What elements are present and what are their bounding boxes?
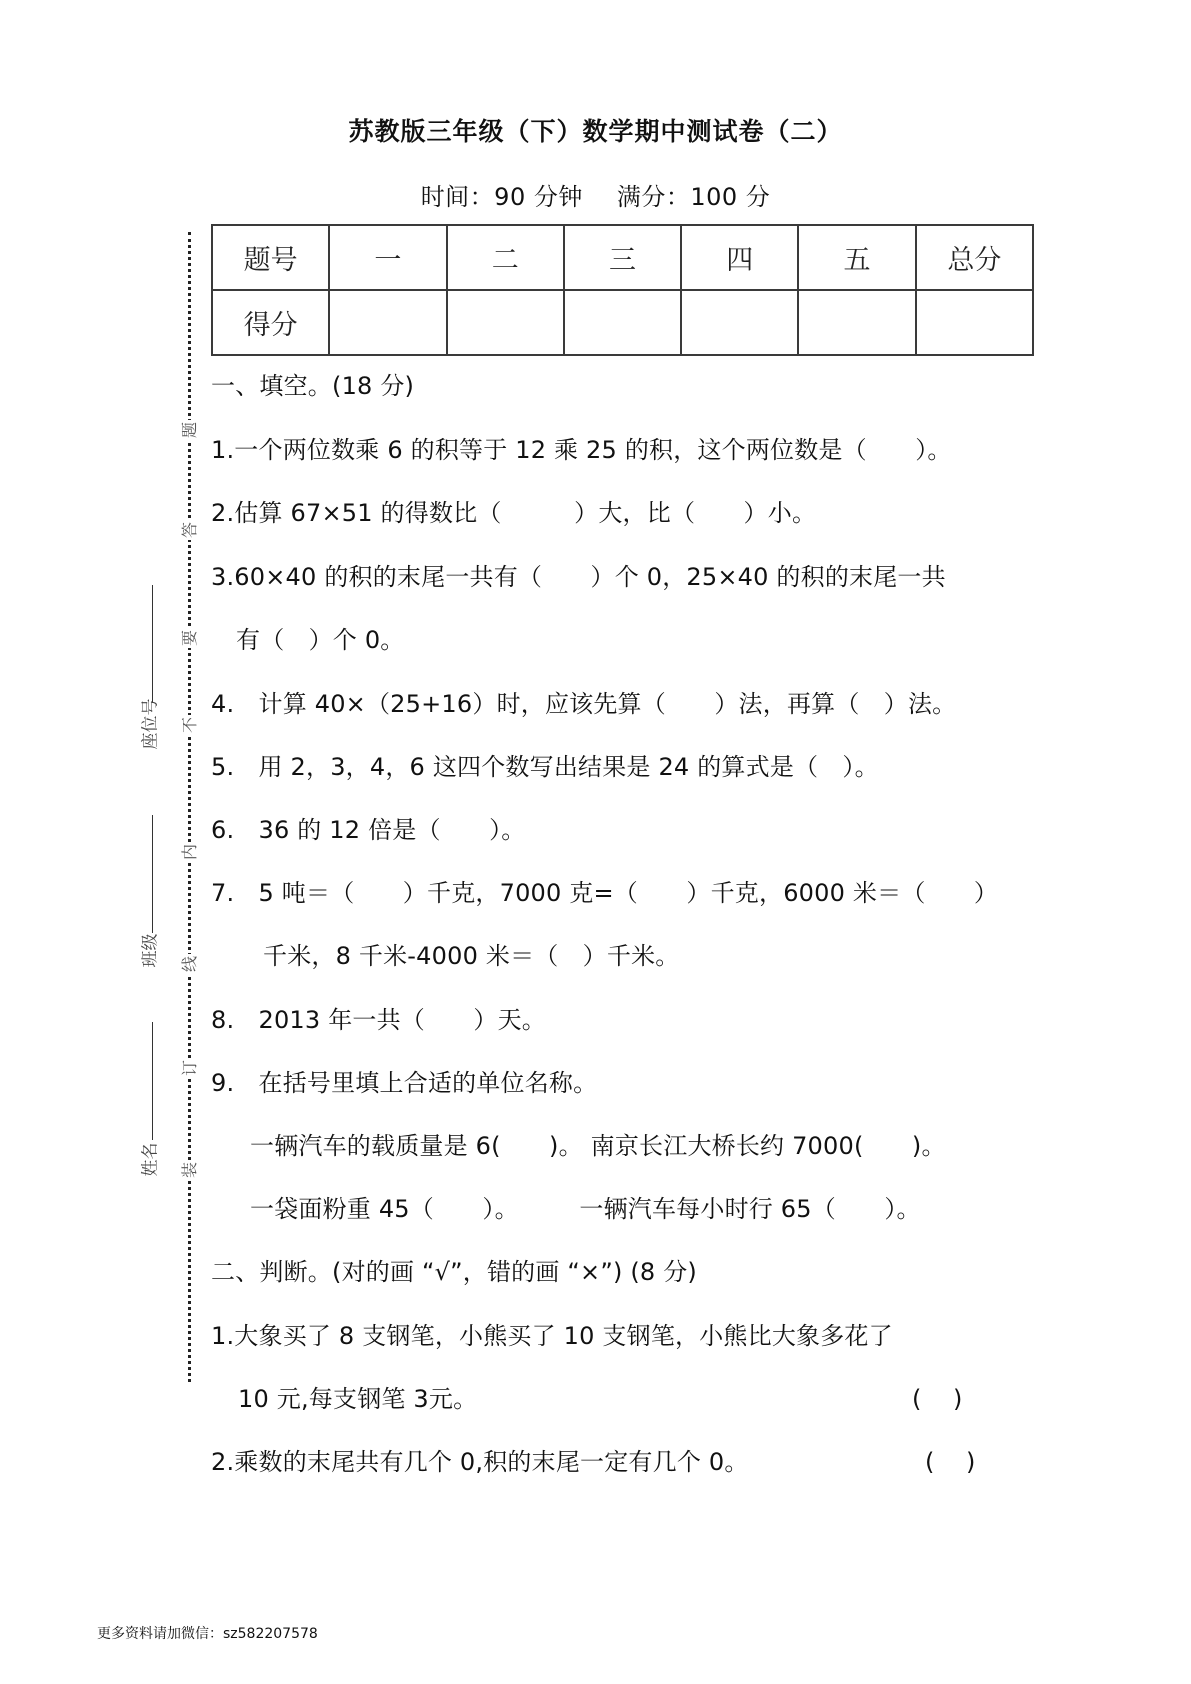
binding-char: 答 xyxy=(180,522,199,539)
question-line: 2.估算 67×51 的得数比（ ）大，比（ ）小。 xyxy=(211,499,817,527)
judge-answer-2[interactable]: ( ) xyxy=(925,1448,976,1476)
judge-question-2: 2.乘数的末尾共有几个 0,积的末尾一定有几个 0。 xyxy=(211,1448,749,1476)
score-table-score-row xyxy=(212,290,1033,355)
question-line: 6. 36 的 12 倍是（ ）。 xyxy=(211,816,526,844)
table-cell-label: 题号 xyxy=(212,225,329,290)
section-2-heading: 二、判断。(对的画 “√”，错的画 “×”) (8 分) xyxy=(211,1258,697,1286)
exam-info xyxy=(0,177,1191,212)
question-line: 一袋面粉重 45（ ）。 一辆汽车每小时行 65（ ）。 xyxy=(250,1195,921,1223)
score-table xyxy=(211,224,1034,356)
footer-contact-note: 更多资料请加微信：sz582207578 xyxy=(97,1626,318,1642)
table-cell-section-4: 四 xyxy=(681,225,798,290)
binding-char: 要 xyxy=(180,630,199,647)
score-table-header-row xyxy=(212,225,1033,290)
section-1-heading: 一、填空。(18 分) xyxy=(211,372,415,400)
binding-char: 题 xyxy=(180,422,199,439)
score-input-4[interactable] xyxy=(681,290,798,355)
binding-char: 内 xyxy=(180,844,199,861)
question-line: 4. 计算 40×（25+16）时，应该先算（ ）法，再算（ ）法。 xyxy=(211,690,957,718)
time-limit: 时间：90 分钟 xyxy=(420,183,583,211)
table-cell-section-2: 二 xyxy=(447,225,564,290)
question-line: 7. 5 吨＝（ ）千克，7000 克=（ ）千克，6000 米＝（ ） xyxy=(211,879,999,907)
question-line: 8. 2013 年一共（ ）天。 xyxy=(211,1006,547,1034)
score-input-2[interactable] xyxy=(447,290,564,355)
binding-dotted-line xyxy=(188,232,191,1382)
page-title: 苏教版三年级（下）数学期中测试卷（二） xyxy=(348,117,843,146)
class-label: 班级 xyxy=(140,933,161,968)
question-line: 3.60×40 的积的末尾一共有（ ）个 0，25×40 的积的末尾一共 xyxy=(211,563,946,591)
question-line: 千米，8 千米-4000 米＝（ ）千米。 xyxy=(263,942,680,970)
table-cell-section-1: 一 xyxy=(329,225,446,290)
question-line: 9. 在括号里填上合适的单位名称。 xyxy=(211,1069,598,1097)
question-line: 1.一个两位数乘 6 的积等于 12 乘 25 的积，这个两位数是（ ）。 xyxy=(211,436,952,464)
question-line: 有（ ）个 0。 xyxy=(236,626,405,654)
judge-question-1: 1.大象买了 8 支钢笔，小熊买了 10 支钢笔，小熊比大象多花了 xyxy=(211,1322,893,1350)
judge-answer-1[interactable]: ( ) xyxy=(912,1385,963,1413)
table-cell-total: 总分 xyxy=(916,225,1033,290)
binding-char: 不 xyxy=(180,717,199,734)
full-score: 满分：100 分 xyxy=(616,183,771,211)
table-cell-score-label: 得分 xyxy=(212,290,329,355)
seat-number-blank[interactable] xyxy=(152,585,153,703)
score-input-3[interactable] xyxy=(564,290,681,355)
judge-question-1-cont: 10 元,每支钢笔 3元。 xyxy=(238,1385,478,1413)
class-blank[interactable] xyxy=(152,815,153,933)
seat-number-label: 座位号 xyxy=(140,698,161,750)
binding-char: 线 xyxy=(180,956,199,973)
question-line: 5. 用 2，3，4，6 这四个数写出结果是 24 的算式是（ ）。 xyxy=(211,753,879,781)
name-label: 姓名 xyxy=(140,1142,161,1177)
name-blank[interactable] xyxy=(152,1022,153,1140)
table-cell-section-3: 三 xyxy=(564,225,681,290)
score-input-1[interactable] xyxy=(329,290,446,355)
question-line: 一辆汽车的载质量是 6( )。 南京长江大桥长约 7000( )。 xyxy=(250,1132,946,1160)
binding-char: 订 xyxy=(180,1060,199,1077)
table-cell-section-5: 五 xyxy=(798,225,915,290)
score-input-total[interactable] xyxy=(916,290,1033,355)
score-input-5[interactable] xyxy=(798,290,915,355)
binding-char: 装 xyxy=(180,1162,199,1179)
